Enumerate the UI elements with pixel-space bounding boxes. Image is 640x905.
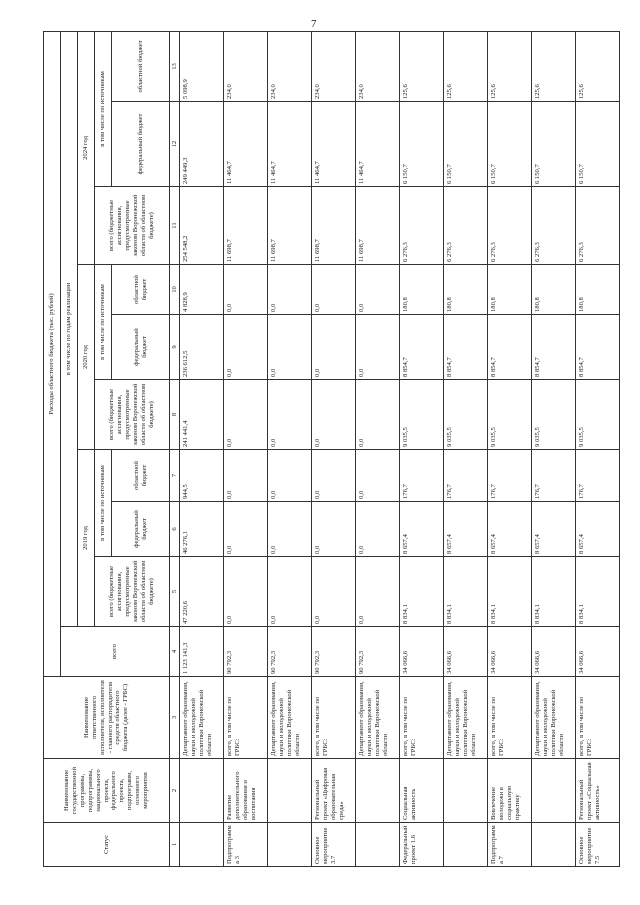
row-value-cell: 234,0 bbox=[312, 31, 356, 101]
row-value-cell: 176,7 bbox=[532, 450, 576, 502]
header-2024-regional: областной бюджет bbox=[112, 31, 170, 101]
row-name-cell bbox=[444, 759, 488, 823]
header-2024-total: всего (бюджетные ассигнования, предусмотренные законом Воронежской области об областном бюджете) bbox=[95, 187, 170, 265]
row-value-cell: 8 854,7 bbox=[576, 315, 620, 380]
page-number: 7 bbox=[311, 18, 317, 30]
table-row bbox=[488, 31, 532, 866]
row-status-cell: Основное мероприятие 3.7 bbox=[312, 823, 356, 867]
table-row bbox=[532, 31, 576, 866]
row-value-cell: 8 834,1 bbox=[576, 557, 620, 627]
row-name-cell bbox=[180, 759, 224, 823]
row-value-cell: 0,0 bbox=[268, 315, 312, 380]
row-value-cell: 0,0 bbox=[268, 450, 312, 502]
row-value-cell: 234,0 bbox=[224, 31, 268, 101]
row-value-cell: 6 150,7 bbox=[400, 102, 444, 187]
row-value-cell: 241 441,4 bbox=[180, 380, 224, 450]
row-value-cell: 234,0 bbox=[356, 31, 400, 101]
row-value-cell: 6 276,3 bbox=[576, 187, 620, 265]
row-value-cell: 176,7 bbox=[444, 450, 488, 502]
row-value-cell: 90 792,3 bbox=[268, 627, 312, 677]
row-value-cell: 944,5 bbox=[180, 450, 224, 502]
row-value-cell: 6 276,3 bbox=[488, 187, 532, 265]
row-name-cell bbox=[268, 759, 312, 823]
row-executor-cell: всего, в том числе по ГРБС: bbox=[400, 677, 444, 759]
row-name-cell: Региональный проект «Социальная активность» bbox=[576, 759, 620, 823]
column-number: 12 bbox=[170, 102, 180, 187]
row-value-cell: 9 035,5 bbox=[532, 380, 576, 450]
row-value-cell: 0,0 bbox=[312, 502, 356, 557]
header-2019-regional: областной бюджет bbox=[112, 450, 170, 502]
row-value-cell: 11 464,7 bbox=[356, 102, 400, 187]
column-number: 6 bbox=[170, 502, 180, 557]
row-value-cell: 90 792,3 bbox=[312, 627, 356, 677]
row-name-cell: Развитие дополнительного образования и воспитания bbox=[224, 759, 268, 823]
row-name-cell: Региональный проект «Цифровая образовательная среда» bbox=[312, 759, 356, 823]
header-2024-federal: федеральный бюджет bbox=[112, 102, 170, 187]
column-number: 9 bbox=[170, 315, 180, 380]
row-status-cell bbox=[532, 823, 576, 867]
row-status-cell: Основное мероприятие 7.5 bbox=[576, 823, 620, 867]
row-value-cell: 6 150,7 bbox=[444, 102, 488, 187]
row-value-cell: 0,0 bbox=[312, 557, 356, 627]
row-value-cell: 90 792,3 bbox=[356, 627, 400, 677]
row-value-cell: 11 464,7 bbox=[312, 102, 356, 187]
header-expenses: Расходы областного бюджета (тыс. рублей) bbox=[44, 31, 61, 676]
row-status-cell: Федеральный проект 1.6 bbox=[400, 823, 444, 867]
row-value-cell: 11 698,7 bbox=[224, 187, 268, 265]
row-value-cell: 234,0 bbox=[268, 31, 312, 101]
table-header bbox=[44, 31, 180, 866]
column-number: 7 bbox=[170, 450, 180, 502]
header-2019-federal: федеральный бюджет bbox=[112, 502, 170, 557]
row-value-cell: 6 276,3 bbox=[532, 187, 576, 265]
header-name: Наименование государственной программы, подпрограммы, национального проекта, федерального проекта, подпрограмм, основного мероприятия bbox=[44, 759, 170, 823]
row-value-cell: 0,0 bbox=[268, 380, 312, 450]
row-value-cell: 47 220,6 bbox=[180, 557, 224, 627]
header-2019-total: всего (бюджетные ассигнования, предусмотренные законом Воронежской области об областном бюджете) bbox=[95, 557, 170, 627]
table-row bbox=[400, 31, 444, 866]
row-value-cell: 34 066,6 bbox=[576, 627, 620, 677]
table-row bbox=[576, 31, 620, 866]
header-2024-sources: в том числе по источникам bbox=[95, 31, 112, 186]
row-value-cell: 125,6 bbox=[400, 31, 444, 101]
row-value-cell: 0,0 bbox=[312, 265, 356, 315]
row-value-cell: 34 066,6 bbox=[444, 627, 488, 677]
row-value-cell: 6 276,3 bbox=[400, 187, 444, 265]
row-value-cell: 0,0 bbox=[356, 315, 400, 380]
header-2020-total: всего (бюджетные ассигнования, предусмотренные законом Воронежской области об областном бюджете) bbox=[95, 380, 170, 450]
row-value-cell: 1 123 141,3 bbox=[180, 627, 224, 677]
column-number-row bbox=[170, 31, 180, 866]
row-value-cell: 6 150,7 bbox=[532, 102, 576, 187]
column-number: 11 bbox=[170, 187, 180, 265]
column-number: 1 bbox=[170, 823, 180, 867]
row-value-cell: 8 834,1 bbox=[444, 557, 488, 627]
row-value-cell: 8 854,7 bbox=[444, 315, 488, 380]
table-body bbox=[180, 31, 620, 866]
row-status-cell bbox=[356, 823, 400, 867]
row-value-cell: 180,8 bbox=[444, 265, 488, 315]
column-number: 3 bbox=[170, 677, 180, 759]
row-executor-cell: Департамент образования, науки и молодежной политики Воронежской области bbox=[180, 677, 224, 759]
row-value-cell: 8 657,4 bbox=[576, 502, 620, 557]
row-value-cell: 34 066,6 bbox=[488, 627, 532, 677]
row-value-cell: 8 657,4 bbox=[488, 502, 532, 557]
row-value-cell: 9 035,5 bbox=[576, 380, 620, 450]
table-row bbox=[268, 31, 312, 866]
header-total: всего bbox=[61, 627, 170, 677]
row-value-cell: 8 834,1 bbox=[400, 557, 444, 627]
row-value-cell: 0,0 bbox=[268, 557, 312, 627]
row-value-cell: 4 828,9 bbox=[180, 265, 224, 315]
row-value-cell: 8 834,1 bbox=[532, 557, 576, 627]
row-value-cell: 0,0 bbox=[312, 380, 356, 450]
row-value-cell: 0,0 bbox=[312, 450, 356, 502]
row-value-cell: 0,0 bbox=[312, 315, 356, 380]
row-value-cell: 34 066,6 bbox=[532, 627, 576, 677]
table-row bbox=[224, 31, 268, 866]
column-number: 2 bbox=[170, 759, 180, 823]
row-value-cell: 6 150,7 bbox=[488, 102, 532, 187]
row-value-cell: 0,0 bbox=[224, 265, 268, 315]
header-year-2024: 2024 год bbox=[78, 31, 95, 264]
table-row bbox=[444, 31, 488, 866]
row-value-cell: 8 854,7 bbox=[488, 315, 532, 380]
row-value-cell: 8 854,7 bbox=[400, 315, 444, 380]
row-value-cell: 8 854,7 bbox=[532, 315, 576, 380]
row-value-cell: 0,0 bbox=[224, 450, 268, 502]
row-executor-cell: всего, в том числе по ГРБС: bbox=[488, 677, 532, 759]
row-value-cell: 176,7 bbox=[400, 450, 444, 502]
row-executor-cell: Департамент образования, науки и молодежной политики Воронежской области bbox=[532, 677, 576, 759]
column-number: 13 bbox=[170, 31, 180, 101]
row-value-cell: 0,0 bbox=[356, 265, 400, 315]
row-value-cell: 0,0 bbox=[268, 265, 312, 315]
row-value-cell: 5 098,9 bbox=[180, 31, 224, 101]
row-value-cell: 125,6 bbox=[532, 31, 576, 101]
row-status-cell: Подпрограмма 7 bbox=[488, 823, 532, 867]
row-status-cell bbox=[268, 823, 312, 867]
row-status-cell: Подпрограмма 3 bbox=[224, 823, 268, 867]
row-value-cell: 6 150,7 bbox=[576, 102, 620, 187]
row-value-cell: 176,7 bbox=[576, 450, 620, 502]
header-year-2019: 2019 год bbox=[78, 450, 95, 627]
header-year-2020: 2020 год bbox=[78, 265, 95, 450]
header-2019-sources: в том числе по источникам bbox=[95, 450, 112, 557]
row-value-cell: 8 834,1 bbox=[488, 557, 532, 627]
row-value-cell: 0,0 bbox=[356, 557, 400, 627]
budget-table bbox=[43, 31, 620, 867]
row-value-cell: 180,8 bbox=[400, 265, 444, 315]
row-value-cell: 11 464,7 bbox=[224, 102, 268, 187]
header-status: Статус bbox=[44, 823, 170, 867]
row-value-cell: 0,0 bbox=[224, 380, 268, 450]
table-row bbox=[356, 31, 400, 866]
row-value-cell: 0,0 bbox=[356, 380, 400, 450]
row-value-cell: 11 698,7 bbox=[356, 187, 400, 265]
row-value-cell: 125,6 bbox=[488, 31, 532, 101]
row-value-cell: 0,0 bbox=[224, 557, 268, 627]
row-value-cell: 0,0 bbox=[356, 450, 400, 502]
row-value-cell: 9 035,5 bbox=[444, 380, 488, 450]
column-number: 4 bbox=[170, 627, 180, 677]
row-value-cell: 125,6 bbox=[444, 31, 488, 101]
row-value-cell: 8 657,4 bbox=[532, 502, 576, 557]
row-value-cell: 176,7 bbox=[488, 450, 532, 502]
header-2020-sources: в том числе по источникам bbox=[95, 265, 112, 380]
row-name-cell: Вовлечение молодежи в социальную практику bbox=[488, 759, 532, 823]
row-value-cell: 90 792,3 bbox=[224, 627, 268, 677]
column-number: 10 bbox=[170, 265, 180, 315]
row-executor-cell: всего, в том числе по ГРБС: bbox=[576, 677, 620, 759]
column-number: 8 bbox=[170, 380, 180, 450]
row-value-cell: 180,8 bbox=[488, 265, 532, 315]
row-value-cell: 9 035,5 bbox=[400, 380, 444, 450]
row-name-cell: Социальная активность bbox=[400, 759, 444, 823]
row-value-cell: 180,8 bbox=[532, 265, 576, 315]
header-by-year: в том числе по годам реализации bbox=[61, 31, 78, 626]
row-executor-cell: Департамент образования, науки и молодежной политики Воронежской области bbox=[268, 677, 312, 759]
table-row bbox=[312, 31, 356, 866]
row-status-cell bbox=[444, 823, 488, 867]
row-value-cell: 249 449,3 bbox=[180, 102, 224, 187]
row-name-cell bbox=[532, 759, 576, 823]
row-value-cell: 0,0 bbox=[356, 502, 400, 557]
row-executor-cell: всего, в том числе по ГРБС: bbox=[312, 677, 356, 759]
row-executor-cell: всего, в том числе по ГРБС: bbox=[224, 677, 268, 759]
row-value-cell: 11 698,7 bbox=[312, 187, 356, 265]
row-value-cell: 125,6 bbox=[576, 31, 620, 101]
row-value-cell: 9 035,5 bbox=[488, 380, 532, 450]
row-executor-cell: Департамент образования, науки и молодежной политики Воронежской области bbox=[356, 677, 400, 759]
row-value-cell: 6 276,3 bbox=[444, 187, 488, 265]
row-value-cell: 0,0 bbox=[268, 502, 312, 557]
row-value-cell: 46 276,1 bbox=[180, 502, 224, 557]
row-executor-cell: Департамент образования, науки и молодежной политики Воронежской области bbox=[444, 677, 488, 759]
row-status-cell bbox=[180, 823, 224, 867]
row-value-cell: 0,0 bbox=[224, 502, 268, 557]
row-value-cell: 8 657,4 bbox=[444, 502, 488, 557]
header-2020-regional: областной бюджет bbox=[112, 265, 170, 315]
header-executor: Наименование ответственного исполнителя, исполнителя - главного распорядителя средств областного бюджета (далее - ГРБС) bbox=[44, 677, 170, 759]
row-value-cell: 0,0 bbox=[224, 315, 268, 380]
row-value-cell: 11 698,7 bbox=[268, 187, 312, 265]
row-name-cell bbox=[356, 759, 400, 823]
row-value-cell: 236 612,5 bbox=[180, 315, 224, 380]
row-value-cell: 34 066,6 bbox=[400, 627, 444, 677]
row-value-cell: 180,8 bbox=[576, 265, 620, 315]
table-row bbox=[180, 31, 224, 866]
row-value-cell: 11 464,7 bbox=[268, 102, 312, 187]
row-value-cell: 8 657,4 bbox=[400, 502, 444, 557]
header-2020-federal: федеральный бюджет bbox=[112, 315, 170, 380]
budget-table-rotated bbox=[43, 32, 601, 867]
column-number: 5 bbox=[170, 557, 180, 627]
row-value-cell: 254 548,2 bbox=[180, 187, 224, 265]
